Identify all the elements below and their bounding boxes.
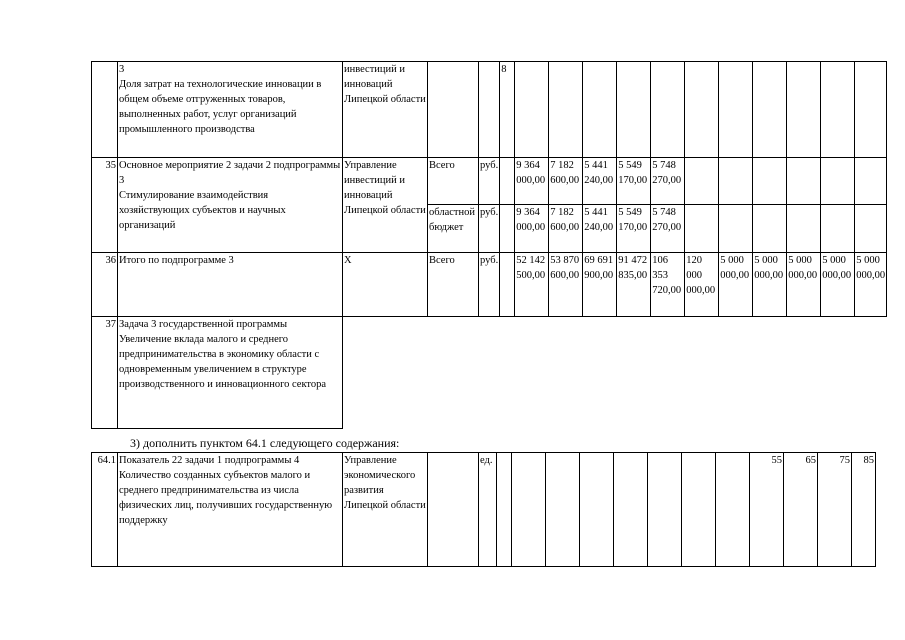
value-cell: 85 (852, 453, 876, 567)
indicator-table (91, 452, 876, 567)
table-row (92, 317, 887, 429)
value-cell: 9 364 000,00 (515, 158, 549, 205)
value-cell: 120 000 000,00 (685, 253, 719, 317)
value-cell: 5 748 270,00 (651, 205, 685, 253)
value-cell: 91 472 835,00 (617, 253, 651, 317)
row-number (92, 62, 118, 158)
value-cell: 7 182 600,00 (549, 158, 583, 205)
value-cell: 5 000 000,00 (855, 253, 887, 317)
value-cell: 9 364 000,00 (515, 205, 549, 253)
funding-source: областной бюджет (428, 205, 479, 253)
value-cell: 55 (750, 453, 784, 567)
value-cell: 5 000 000,00 (821, 253, 855, 317)
value-cell: 75 (818, 453, 852, 567)
row-number: 36 (92, 253, 118, 317)
table-row (92, 158, 887, 205)
unit-cell: руб. (479, 158, 500, 205)
responsible-org: Управление инвестиций и инноваций Липецкой области (343, 158, 428, 253)
value-cell: 5 549 170,00 (617, 205, 651, 253)
value-cell: 106 353 720,00 (651, 253, 685, 317)
value-cell: 65 (784, 453, 818, 567)
main-table (91, 61, 887, 429)
value-cell: 69 691 900,00 (583, 253, 617, 317)
unit-cell: руб. (479, 205, 500, 253)
unit-cell: ед. (479, 453, 497, 567)
row-description: Итого по подпрограмме 3 (118, 253, 343, 317)
responsible-org: Х (343, 253, 428, 317)
funding-source: Всего (428, 158, 479, 205)
value-cell: 5 441 240,00 (583, 205, 617, 253)
value-cell: 5 000 000,00 (719, 253, 753, 317)
value-cell: 7 182 600,00 (549, 205, 583, 253)
table-row (92, 453, 876, 567)
value-cell: 5 748 270,00 (651, 158, 685, 205)
table-row (92, 253, 887, 317)
value-cell: 5 000 000,00 (787, 253, 821, 317)
row-number: 35 (92, 158, 118, 253)
row-description: Задача 3 государственной программы Увеличение вклада малого и среднего предпринимательства в экономику области с одновременным увеличением в структуре производственного и инновационного сектора (118, 317, 343, 429)
row-description: Основное мероприятие 2 задачи 2 подпрограммы 3 Стимулирование взаимодействия хозяйствующих субъектов и научных организаций (118, 158, 343, 253)
table-row (92, 62, 887, 158)
funding-source: Всего (428, 253, 479, 317)
code-cell: 8 (500, 62, 515, 158)
value-cell: 53 870 600,00 (549, 253, 583, 317)
value-cell: 5 000 000,00 (753, 253, 787, 317)
row-number: 64.1 (92, 453, 118, 567)
row-description: Показатель 22 задачи 1 подпрограммы 4 Количество созданных субъектов малого и среднего предпринимательства из числа физических лиц, получивших государственную поддержку (118, 453, 343, 567)
responsible-org: инвестиций и инноваций Липецкой области (343, 62, 428, 158)
responsible-org: Управление экономического развития Липецкой области (343, 453, 428, 567)
unit-cell: руб. (479, 253, 500, 317)
row-number: 37 (92, 317, 118, 429)
value-cell: 5 441 240,00 (583, 158, 617, 205)
value-cell: 5 549 170,00 (617, 158, 651, 205)
row-description: 3 Доля затрат на технологические инновации в общем объеме отгруженных товаров, выполненных работ, услуг организаций промышленного производства (118, 62, 343, 158)
value-cell: 52 142 500,00 (515, 253, 549, 317)
amendment-note: 3) дополнить пунктом 64.1 следующего содержания: (130, 436, 400, 450)
